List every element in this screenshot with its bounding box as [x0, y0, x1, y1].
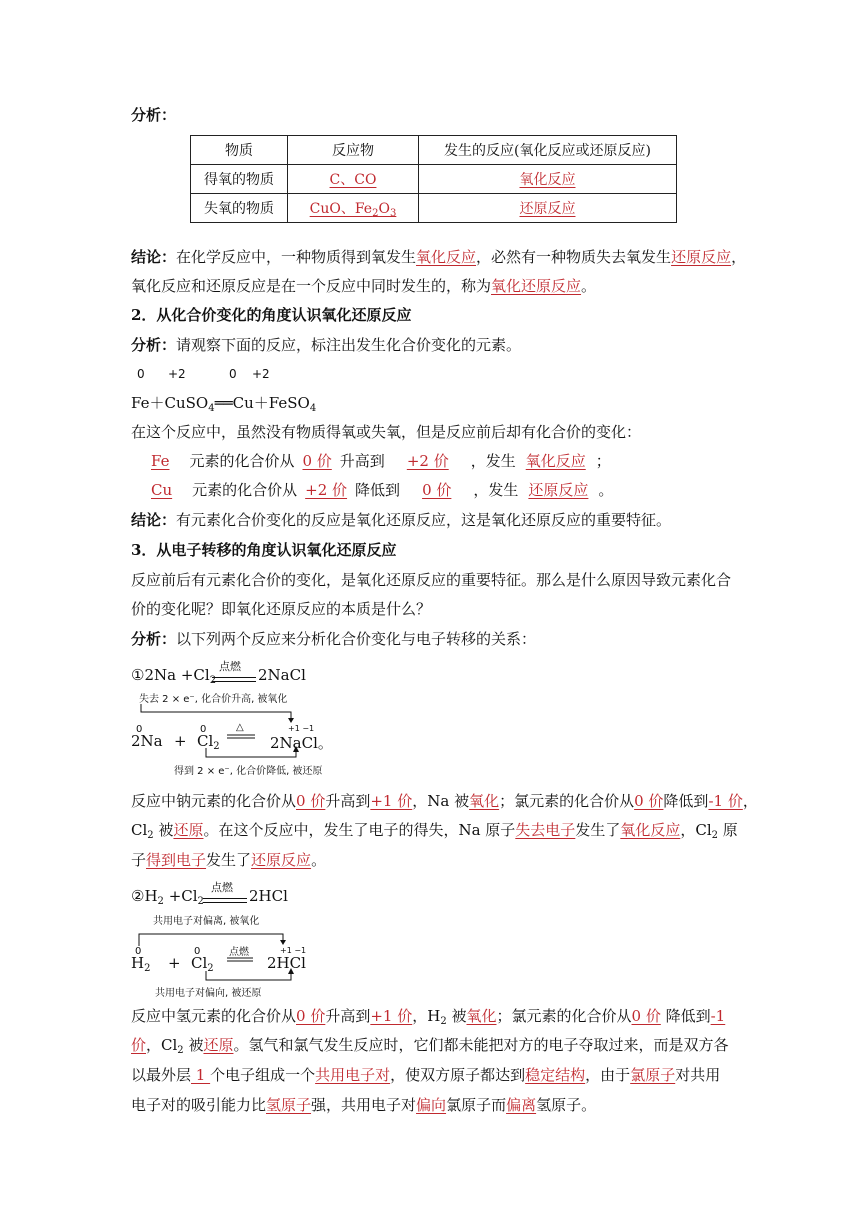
conclusion-1-line-2: 氧化反应和还原反应是在一个反应中同时发生的，称为氧化还原反应。: [131, 277, 597, 295]
reaction-2-text-line-4: 电子对的吸引能力比氢原子强，共用电子对偏向氯原子而偏离氢原子。: [131, 1096, 597, 1114]
valence-fe: 0: [137, 367, 145, 381]
reaction-2-equals: [203, 898, 247, 903]
diagram-1-product: 2NaCl。: [270, 734, 333, 752]
table-cell: [288, 194, 419, 223]
diagram-2-top-label: 共用电子对偏离, 被氧化: [153, 916, 260, 927]
table-cell: 氧化反应: [419, 165, 677, 194]
reaction-2-condition: 点燃: [211, 881, 233, 894]
analysis-label-1: 分析：: [131, 106, 177, 124]
diagram-2-h-valence: 0: [135, 946, 142, 957]
table-cell: 得氧的物质: [191, 165, 288, 194]
section-3-analysis: 分析：以下列两个反应来分析化合价变化与电子转移的关系：: [131, 630, 537, 648]
diagram-1-cl2: $Cl_2$: [197, 732, 220, 752]
reaction-1-text-line-2: $Cl_2$ 被还原。在这个反应中，发生了电子的得失，Na 原子失去电子发生了氧化反应，$Cl_2$ 原: [131, 821, 738, 841]
reaction-2-text-line-3: 以最外层 1 个电子组成一个共用电子对，使双方原子都达到稳定结构，由于氯原子对共用: [131, 1066, 721, 1084]
section-2-intro: 在这个反应中，虽然没有物质得氧或失氧，但是反应前后却有化合价的变化：: [131, 423, 642, 441]
section-2-conclusion: 结论：有元素化合价变化的反应是氧化还原反应，这是氧化还原反应的重要特征。: [131, 511, 672, 529]
table-cell: 还原反应: [419, 194, 677, 223]
valence-cu-product: 0: [229, 367, 237, 381]
reaction-2-equation: $②H_2 +Cl_2$: [131, 887, 204, 907]
table-cell: C、CO: [288, 165, 419, 194]
diagram-2-bottom-label: 共用电子对偏向, 被还原: [155, 988, 262, 999]
section-2-title: 2．从化合价变化的角度认识氧化还原反应: [131, 306, 412, 324]
diagram-1-na: 2Na: [131, 732, 163, 750]
fill-cu: Cu 元素的化合价从 +2 价 降低到 0 价 ，发生 还原反应 。: [151, 481, 614, 499]
diagram-1-cl-valence: 0: [200, 724, 207, 735]
table-header: 发生的反应(氧化反应或还原反应): [419, 136, 677, 165]
diagram-2-cl2: $Cl_2$: [191, 954, 214, 974]
electron-transfer-diagram-1: [131, 690, 351, 780]
reaction-1-product: 2NaCl: [258, 666, 306, 684]
section-3-p2: 价的变化呢？即氧化还原反应的本质是什么？: [131, 600, 432, 618]
table-header: 物质: [191, 136, 288, 165]
reaction-1-text-line-3: 子得到电子发生了还原反应。: [131, 851, 327, 869]
diagram-2-product: 2HCl: [267, 954, 306, 972]
section-3-title: 3．从电子转移的角度认识氧化还原反应: [131, 541, 397, 559]
conclusion-1-line-1: 结论：在化学反应中，一种物质得到氧发生氧化反应，必然有一种物质失去氧发生还原反应，: [131, 248, 747, 266]
fill-fe: Fe 元素的化合价从 0 价 升高到 +2 价 ，发生 氧化反应 ；: [151, 452, 611, 470]
table-row: [191, 194, 677, 223]
diagram-1-bottom-label: 得到 2 × e⁻, 化合价降低, 被还原: [174, 766, 323, 777]
diagram-1-na-valence: 0: [136, 724, 143, 735]
valence-cu-reactant: +2: [168, 367, 186, 381]
diagram-1-plus: +: [174, 732, 187, 750]
reaction-2-text-line-2: 价，$Cl_2$ 被还原。氢气和氯气发生反应时，它们都未能把对方的电子夺取过来，而是双方各: [131, 1036, 729, 1056]
diagram-2-product-valences: +1 −1: [280, 946, 307, 955]
diagram-1-top-label: 失去 2 × e⁻, 化合价升高, 被氧化: [139, 694, 288, 705]
reaction-1-equation: ①2Na $+Cl_2$: [131, 666, 217, 686]
reaction-2-text-line-1: 反应中氢元素的化合价从0 价升高到+1 价，$H_2$ 被氧化；氯元素的化合价从0 价 降低到-1: [131, 1007, 726, 1027]
reaction-1-equals: [212, 677, 256, 682]
diagram-2-condition: 点燃: [229, 947, 249, 958]
reaction-2-product: 2HCl: [249, 887, 288, 905]
oxygen-table: [190, 135, 677, 223]
table-row: [191, 165, 677, 194]
table-header: 反应物: [288, 136, 419, 165]
electron-transfer-diagram-2: [131, 912, 351, 1002]
table-cell: 失氧的物质: [191, 194, 288, 223]
fe-cuso4-equation: Fe＋CuSO$_4$══Cu＋FeSO$_4$: [131, 394, 317, 414]
section-3-p1: 反应前后有元素化合价的变化，是氧化还原反应的重要特征。那么是什么原因导致元素化合: [131, 571, 732, 589]
diagram-2-cl-valence: 0: [194, 946, 201, 957]
reaction-1-condition: 点燃: [219, 660, 241, 673]
diagram-1-product-valences: +1 −1: [288, 724, 315, 733]
diagram-2-plus: +: [168, 954, 181, 972]
reaction-1-text-line-1: 反应中钠元素的化合价从0 价升高到+1 价，Na 被氧化；氯元素的化合价从0 价降低到-1 价，: [131, 792, 758, 810]
formula-text: CuO、$Fe_2O_3$: [309, 201, 397, 219]
table-header-row: [191, 136, 677, 165]
valence-fe-product: +2: [252, 367, 270, 381]
diagram-2-h2: $H_2$: [131, 954, 151, 974]
section-2-analysis: 分析：请观察下面的反应，标注出发生化合价变化的元素。: [131, 336, 522, 354]
diagram-1-heat: △: [236, 722, 244, 733]
